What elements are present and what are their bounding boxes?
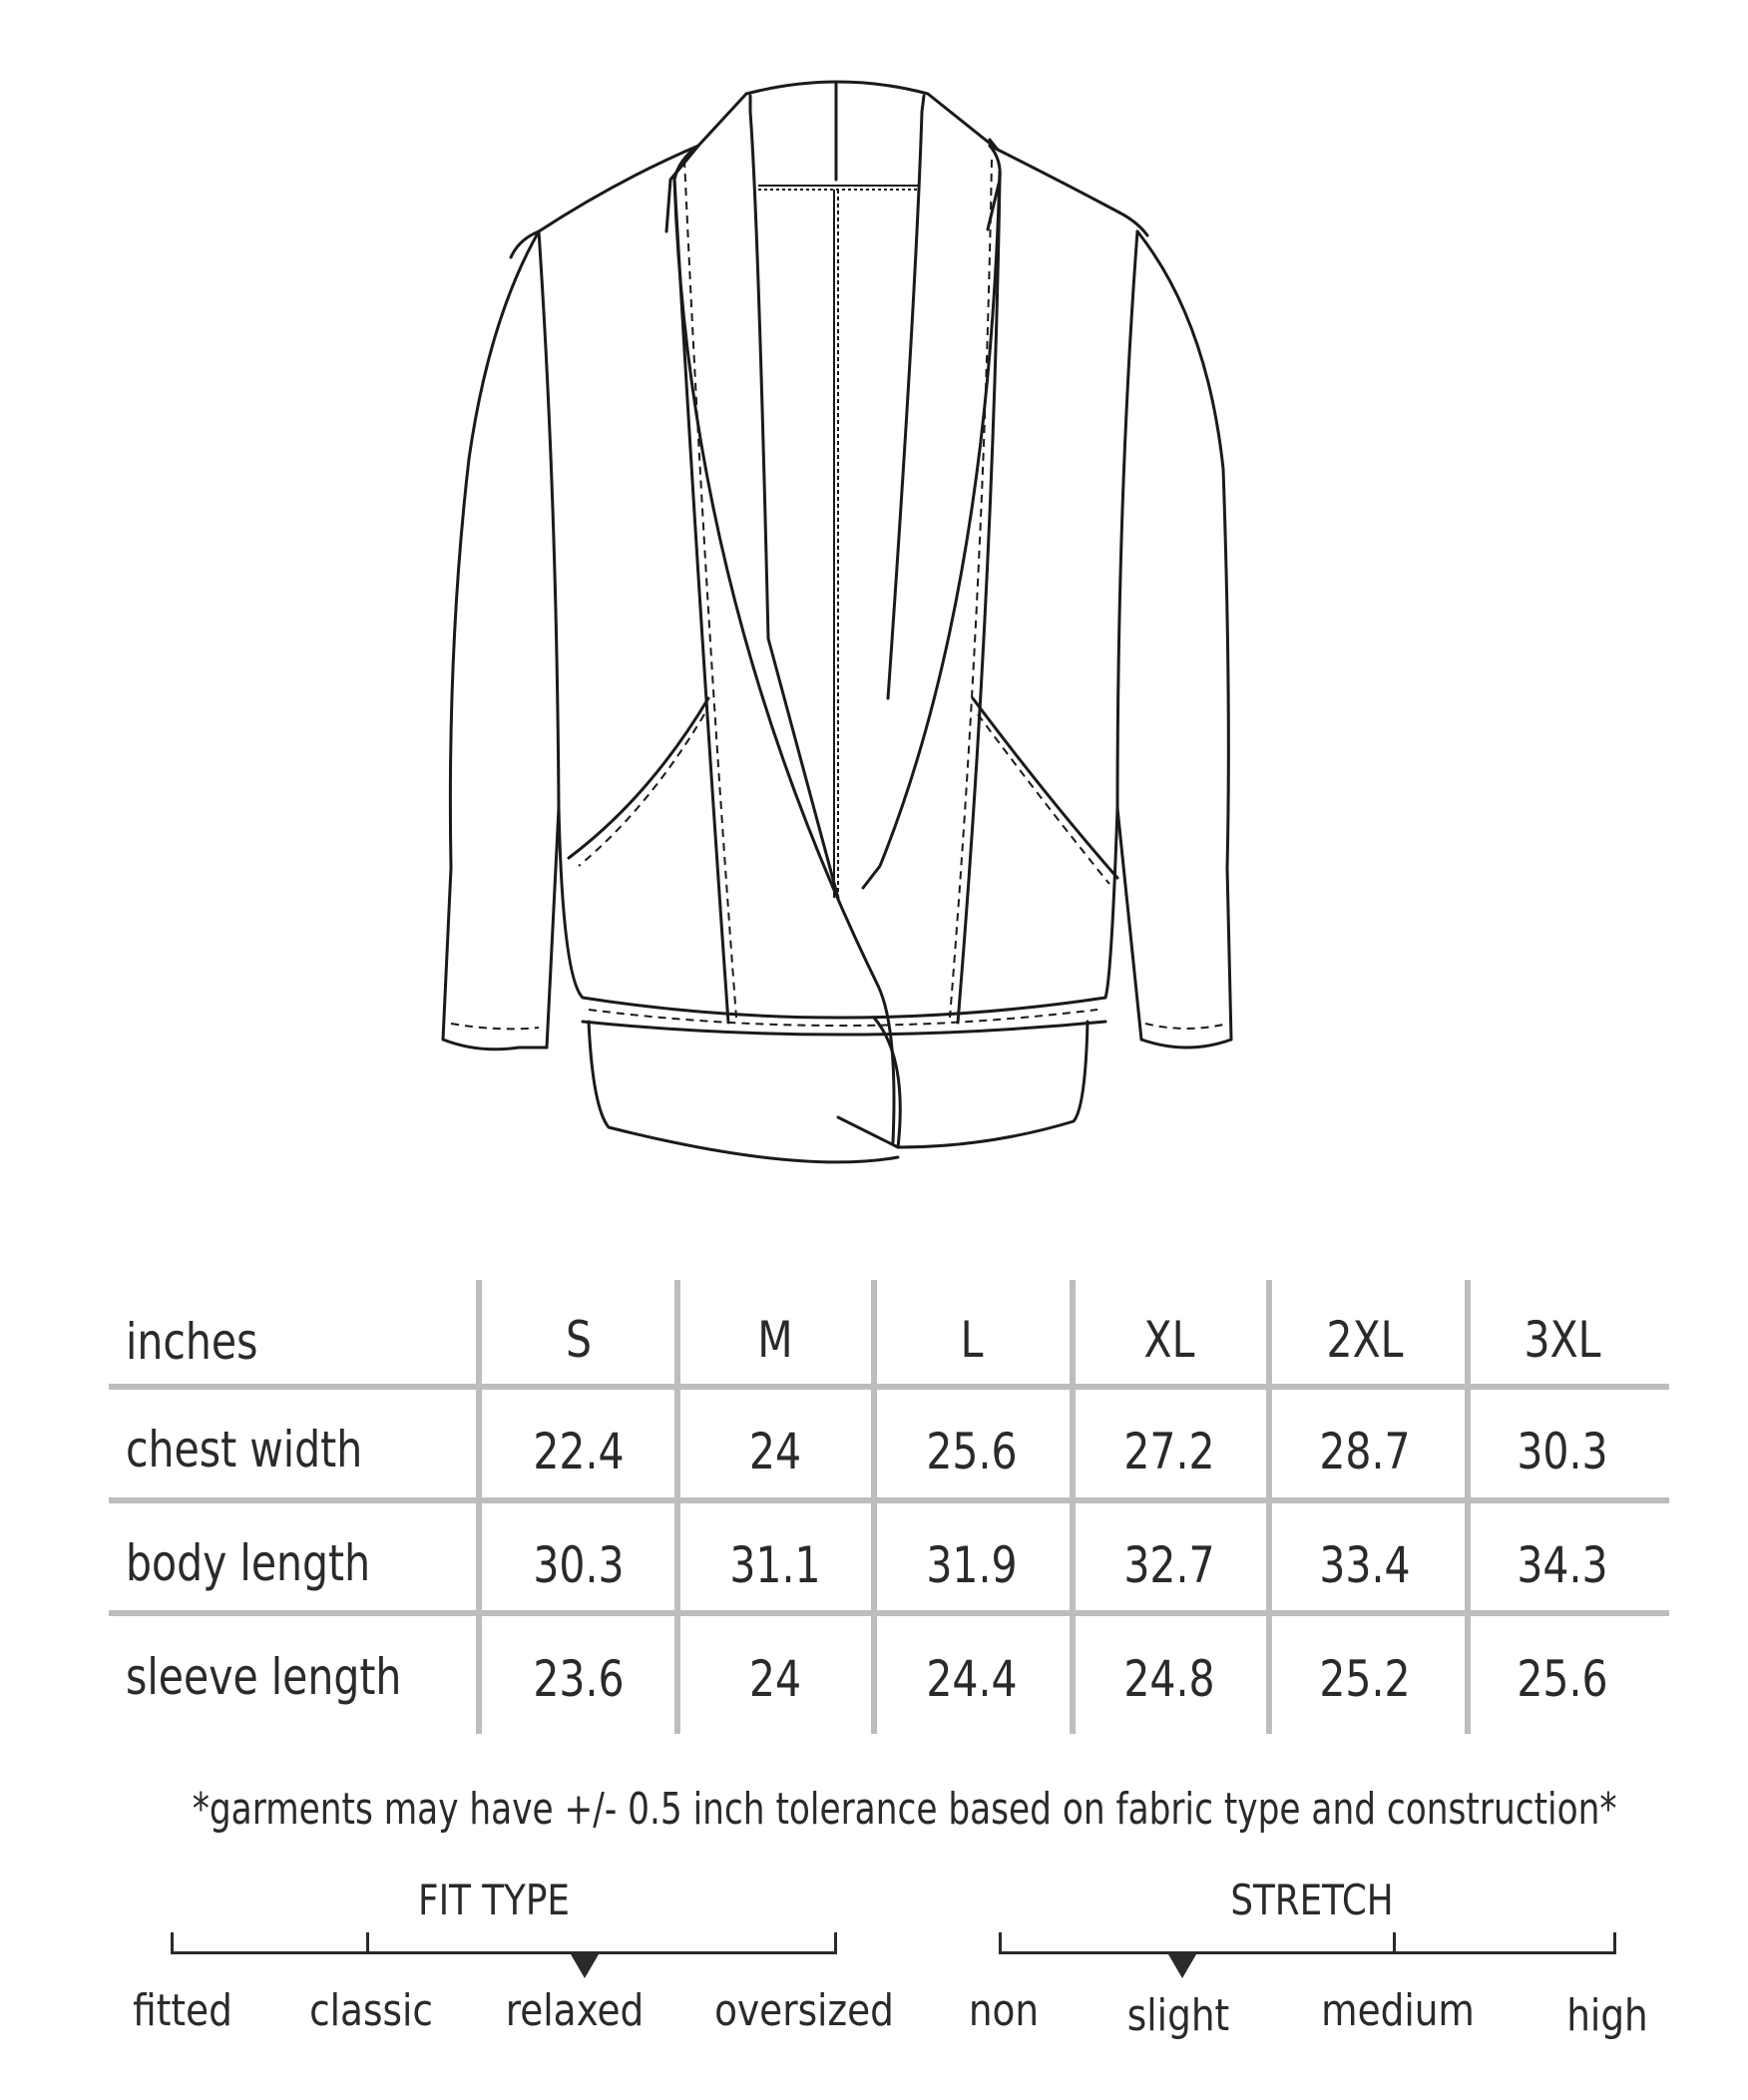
scale-tick	[1613, 1932, 1616, 1954]
fit-type-scale-line	[171, 1951, 836, 1954]
table-cell: 31.1	[729, 1536, 821, 1594]
table-divider	[1070, 1280, 1076, 1734]
fit-type-option: classic	[309, 1985, 433, 2036]
scale-tick	[366, 1932, 369, 1954]
fit-type-title: FIT TYPE	[418, 1876, 570, 1924]
fit-type-option: relaxed	[505, 1985, 645, 2036]
table-cell: 24	[748, 1423, 802, 1480]
fit-type-marker	[571, 1954, 599, 1978]
fit-type-option: oversized	[714, 1985, 894, 2036]
stretch-option: medium	[1321, 1985, 1475, 2036]
row-label-sleeve-length: sleeve length	[126, 1648, 402, 1706]
tolerance-note: *garments may have +/- 0.5 inch tolerance based on fabric type and construction*	[192, 1784, 1617, 1835]
scale-tick	[999, 1932, 1002, 1954]
scale-tick	[1393, 1932, 1396, 1954]
size-header: XL	[1143, 1311, 1195, 1369]
unit-label: inches	[126, 1313, 258, 1371]
table-cell: 24	[748, 1650, 802, 1708]
table-divider	[109, 1384, 1669, 1390]
table-cell: 30.3	[533, 1536, 625, 1594]
table-divider	[109, 1610, 1669, 1616]
table-cell: 33.4	[1319, 1536, 1411, 1594]
table-cell: 30.3	[1517, 1423, 1608, 1480]
table-cell: 23.6	[533, 1650, 625, 1708]
row-label-body-length: body length	[126, 1534, 371, 1592]
fit-type-option: fitted	[133, 1985, 232, 2036]
table-cell: 25.2	[1319, 1650, 1411, 1708]
stretch-title: STRETCH	[1230, 1876, 1394, 1924]
stretch-option: non	[968, 1985, 1040, 2036]
size-header: 2XL	[1326, 1311, 1404, 1369]
row-label-chest-width: chest width	[126, 1421, 363, 1478]
size-header: M	[757, 1311, 793, 1369]
scale-tick	[171, 1932, 174, 1954]
table-cell: 24.8	[1123, 1650, 1215, 1708]
table-divider	[1266, 1280, 1272, 1734]
stretch-scale-line	[999, 1951, 1616, 1954]
table-divider	[674, 1280, 680, 1734]
size-header: 3XL	[1524, 1311, 1601, 1369]
table-divider	[1465, 1280, 1471, 1734]
size-header: L	[960, 1311, 984, 1369]
table-cell: 32.7	[1123, 1536, 1215, 1594]
table-divider	[109, 1497, 1669, 1503]
table-cell: 34.3	[1517, 1536, 1608, 1594]
table-cell: 25.6	[1517, 1650, 1608, 1708]
table-cell: 24.4	[926, 1650, 1018, 1708]
table-cell: 25.6	[926, 1423, 1018, 1480]
table-divider	[476, 1280, 482, 1734]
scale-tick	[834, 1932, 837, 1954]
stretch-option: high	[1566, 1990, 1648, 2041]
table-divider	[871, 1280, 877, 1734]
stretch-marker	[1168, 1954, 1196, 1978]
stretch-option: slight	[1126, 1990, 1230, 2041]
table-cell: 28.7	[1319, 1423, 1411, 1480]
table-cell: 27.2	[1123, 1423, 1215, 1480]
size-header: S	[565, 1311, 593, 1369]
table-cell: 31.9	[926, 1536, 1018, 1594]
table-cell: 22.4	[533, 1423, 625, 1480]
